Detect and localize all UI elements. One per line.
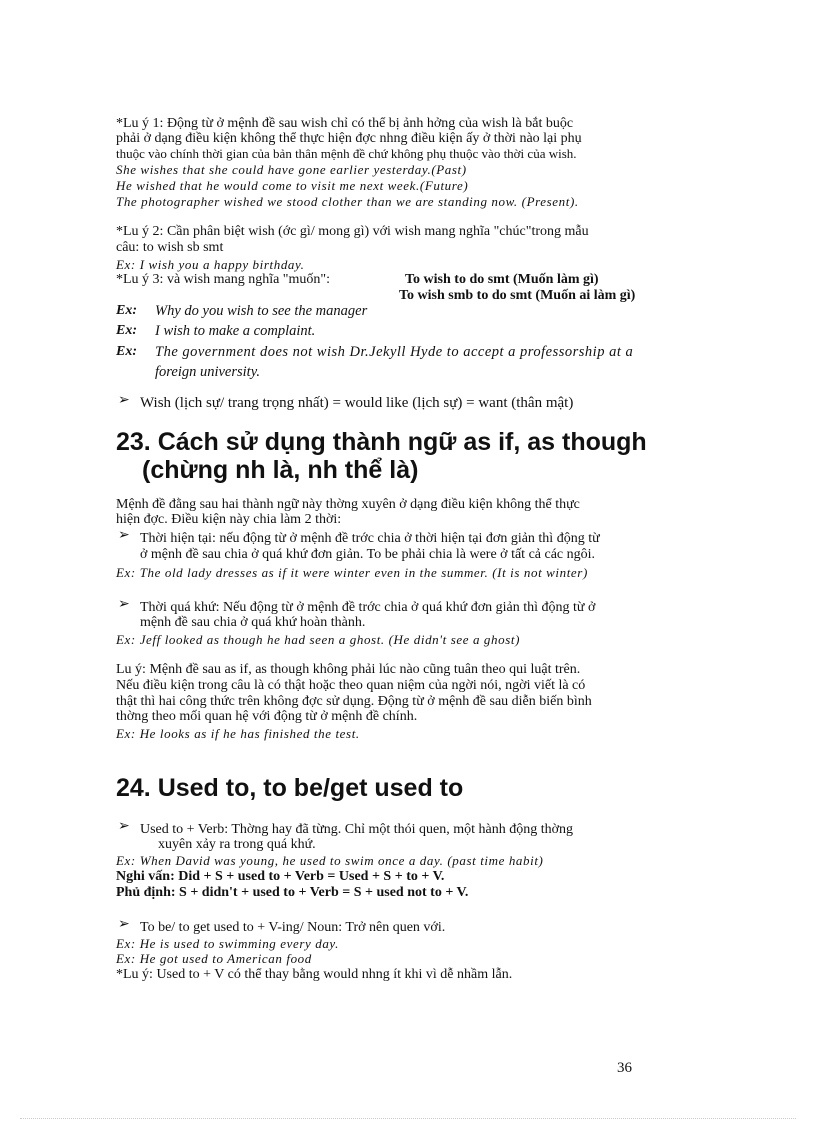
section-23-heading: 23. Cách sử dụng thành ngữ as if, as though <box>116 428 647 456</box>
sec24-bullet2: To be/ to get used to + V-ing/ Noun: Trở nên quen với. <box>140 920 446 935</box>
arrow-bullet-icon: ➢ <box>118 596 130 612</box>
example-line: Ex: He got used to American food <box>116 951 312 966</box>
example-line: He wished that he would come to visit me next week.(Future) <box>116 178 469 193</box>
section-23-subheading: (chừng nh là, nh thể là) <box>142 456 419 484</box>
example-line: She wishes that she could have gone earlier yesterday.(Past) <box>116 162 467 177</box>
example-text: foreign university. <box>155 364 260 380</box>
sec23-bullet2-line2: mệnh đề sau chia ở quá khứ hoàn thành. <box>140 615 366 630</box>
example-line: Ex: When David was young, he used to swim once a day. (past time habit) <box>116 853 544 868</box>
note3-pattern2: To wish smb to do smt (Muốn ai làm gì) <box>399 288 636 303</box>
example-line: Ex: He looks as if he has finished the test. <box>116 726 360 741</box>
example-label: Ex: <box>116 323 137 338</box>
note2-line1: *Lu ý 2: Cần phân biệt wish (ớc gì/ mong gì) với wish mang nghĩa "chúc"trong mẫu <box>116 224 589 239</box>
example-label: Ex: <box>116 344 137 359</box>
sec23-note-line3: thật thì hai công thức trên không đợc sử dụng. Động từ ở mệnh đề sau diễn biến bình <box>116 694 592 709</box>
example-line: The photographer wished we stood clother than we are standing now. (Present). <box>116 194 579 209</box>
sec23-bullet2-line1: Thời quá khứ: Nếu động từ ở mệnh đề trớc chia ở quá khứ đơn giản thì động từ ở <box>140 600 596 615</box>
sec23-para-line1: Mệnh đề đằng sau hai thành ngữ này thờng xuyên ở dạng điều kiện không thể thực <box>116 497 580 512</box>
sec23-note-line4: thờng theo mối quan hệ với động từ ở mệnh đề chính. <box>116 709 418 724</box>
footer-divider <box>20 1118 796 1119</box>
sec24-bullet1-line1: Used to + Verb: Thờng hay đã từng. Chỉ một thói quen, một hành động thờng <box>140 822 574 837</box>
arrow-bullet-icon: ➢ <box>118 392 130 408</box>
sec24-question-form: Nghi vấn: Did + S + used to + Verb = Used + S + to + V. <box>116 869 445 884</box>
note1-line2: phải ở dạng điều kiện không thể thực hiện đợc nhng điều kiện ấy ở thời nào lại phụ <box>116 131 582 146</box>
arrow-bullet-icon: ➢ <box>118 818 130 834</box>
note3-line1: *Lu ý 3: và wish mang nghĩa "muốn": <box>116 272 331 287</box>
example-line: Ex: The old lady dresses as if it were winter even in the summer. (It is not winter) <box>116 565 588 580</box>
example-line: Ex: He is used to swimming every day. <box>116 936 339 951</box>
sec24-bullet1-line2: xuyên xảy ra trong quá khứ. <box>158 837 316 852</box>
wish-bullet: Wish (lịch sự/ trang trọng nhất) = would like (lịch sự) = want (thân mật) <box>140 395 574 411</box>
example-label: Ex: <box>116 303 137 318</box>
sec23-note-line1: Lu ý: Mệnh đề sau as if, as though không phải lúc nào cũng tuân theo qui luật trên. <box>116 662 581 677</box>
note3-pattern1: To wish to do smt (Muốn làm gì) <box>405 272 599 287</box>
sec23-para-line2: hiện đợc. Điều kiện này chia làm 2 thời: <box>116 512 342 527</box>
note1-line1: *Lu ý 1: Động từ ở mệnh đề sau wish chỉ có thể bị ảnh hởng của wish là bắt buộc <box>116 116 574 131</box>
example-line: Ex: Jeff looked as though he had seen a ghost. (He didn't see a ghost) <box>116 632 521 647</box>
sec23-bullet1-line2: ở mệnh đề sau chia ở quá khứ đơn giản. To be phải chia là were ở tất cả các ngôi. <box>140 547 596 562</box>
page-number: 36 <box>617 1060 632 1076</box>
sec24-negative-form: Phủ định: S + didn't + used to + Verb = S + used not to + V. <box>116 885 469 900</box>
note2-line2: câu: to wish sb smt <box>116 240 224 255</box>
sec23-note-line2: Nếu điều kiện trong câu là có thật hoặc theo quan niệm của ngời nói, ngời viết là có <box>116 678 586 693</box>
example-text: Why do you wish to see the manager <box>155 303 368 319</box>
sec23-bullet1-line1: Thời hiện tại: nếu động từ ở mệnh đề trớc chia ở thời hiện tại đơn giản thì động từ <box>140 531 600 546</box>
sec24-note: *Lu ý: Used to + V có thể thay bằng would nhng ít khi vì dễ nhầm lẫn. <box>116 967 513 982</box>
section-24-heading: 24. Used to, to be/get used to <box>116 774 464 802</box>
arrow-bullet-icon: ➢ <box>118 916 130 932</box>
example-text: The government does not wish Dr.Jekyll Hyde to accept a professorship at a <box>155 344 634 360</box>
example-line: Ex: I wish you a happy birthday. <box>116 257 305 272</box>
arrow-bullet-icon: ➢ <box>118 527 130 543</box>
note1-line3: thuộc vào chính thời gian của bản thân mệnh đề chứ không phụ thuộc vào thời của wish. <box>116 146 577 161</box>
example-text: I wish to make a complaint. <box>155 323 316 339</box>
